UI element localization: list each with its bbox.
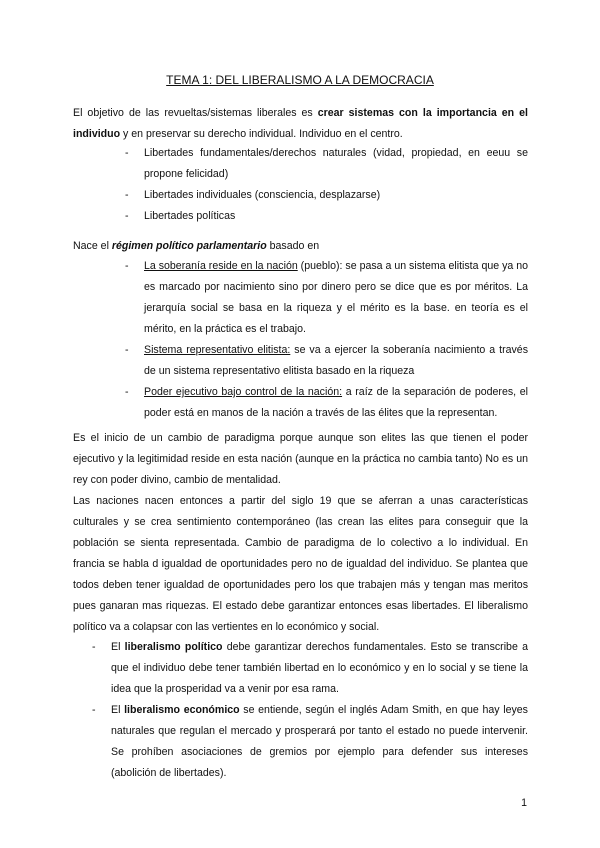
list-item: - Libertades individuales (consciencia, desplazarse) [144,185,528,206]
regimen-list [144,256,528,424]
rights-list [144,143,528,227]
list-item: - Poder ejecutivo bajo control de la nación: a raíz de la separación de poderes, el poder está en manos de la nación a través de las élites que la representan. [144,382,528,424]
intro-emphasis: crear sistemas con la importancia en el individuo [73,107,529,140]
liberalism-list [111,637,528,784]
list-item: - Libertades fundamentales/derechos naturales (vidad, propiedad, en eeuu se propone felicidad) [144,143,528,185]
list-item: - El liberalismo económico se entiende, según el inglés Adam Smith, en que hay leyes naturales que regulan el mercado y prosperará por tanto el estado no puede intervenir. Se prohíben asociaciones de gremios por ejemplo para defender sus intereses (abolición de libertades). [111,700,528,784]
list-item: - Sistema representativo elitista: se va a ejercer la soberanía nacimiento a través de un sistema representativo elitista basado en la riqueza [144,340,528,382]
list-item: - Libertades políticas [144,206,528,227]
intro-paragraph: El objetivo de las revueltas/sistemas liberales es crear sistemas con la importancia en el individuo y en preservar su derecho individual. Individuo en el centro. [73,107,529,140]
paradigm-paragraph: Es el inicio de un cambio de paradigma porque aunque son elites las que tienen el poder ejecutivo y la legitimidad reside en esta nación (aunque en la práctica no cambia tanto) No es un rey con poder divino, cambio de mentalidad. [73,432,528,486]
nations-paragraph: Las naciones nacen entonces a partir del siglo 19 que se aferran a unas características culturales y se crea sentimiento contemporáneo (las crean las elites para conseguir que la población se sienta representada. Cambio de paradigma de lo colectivo a lo individual. En francia se habla d igualdad de oportunidades pero no de igualdad del individuo. Se plantea que todos deben tener igualdad de oportunidades pero los que trabajen más y tengan mas meritos pues ganaran mas riquezas. El estado debe garantizar entonces esas libertades. El liberalismo político va a colapsar con las vertientes en lo económico y social. [73,495,528,633]
list-item: - El liberalismo político debe garantizar derechos fundamentales. Esto se transcribe a que el individuo debe tener también libertad en lo económico y en lo social y se tiene la idea que la prosperidad va a venir por esa rama. [111,637,528,700]
regimen-emphasis: régimen político parlamentario [111,240,267,252]
list-item: - La soberanía reside en la nación (pueblo): se pasa a un sistema elitista que ya no es marcado por nacimiento sino por dinero pero se dice que es por méritos. La jerarquía social se basa en la riqueza y el mérito es la base. en teoría es el mérito, en la práctica es el trabajo. [144,256,528,340]
regimen-heading: Nace el régimen político parlamentario basado en [73,240,320,252]
page-title: TEMA 1: DEL LIBERALISMO A LA DEMOCRACIA [166,73,434,87]
page-number: 1 [521,797,527,809]
